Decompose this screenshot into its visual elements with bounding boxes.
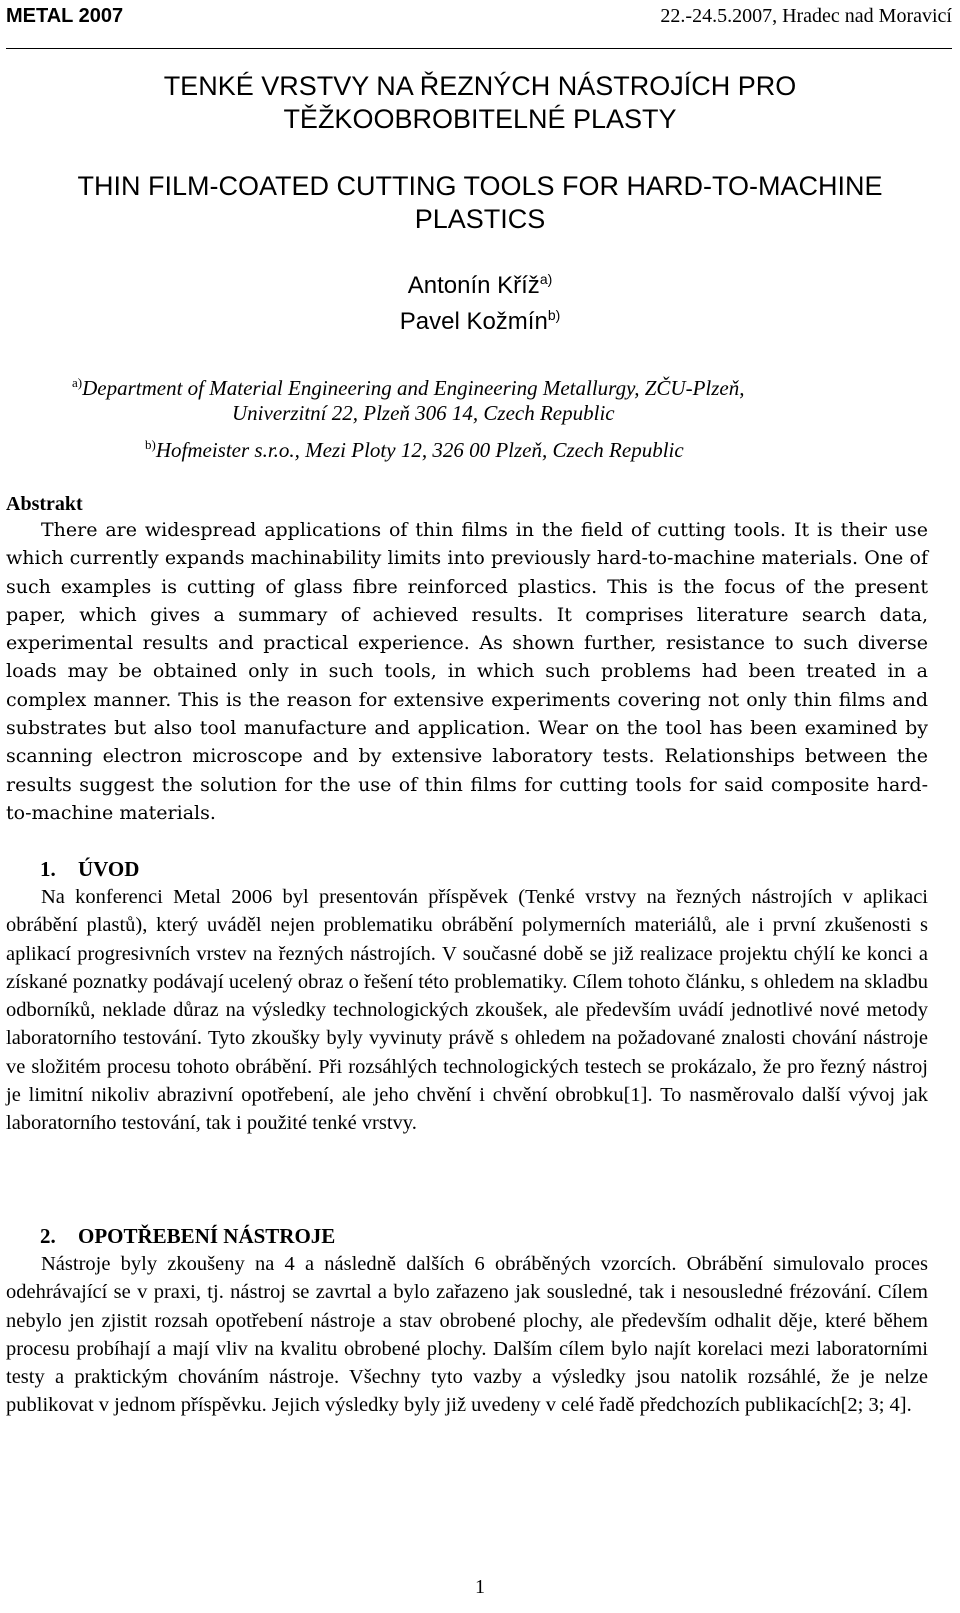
affiliation-b [145, 430, 940, 465]
header-rule [6, 48, 952, 49]
author-mark: a) [539, 271, 553, 287]
author-1 [0, 264, 960, 301]
affiliation-mark: a) [72, 375, 83, 390]
section-number: 1. [40, 857, 56, 881]
section-text: Na konferenci Metal 2006 byl presentován příspěvek (Tenké vrstvy na řezných nástrojích v aplikaci obrábění plastů), který uváděl nejen problematiku obrábění polymerních materiálů, ale i první zkušenosti s aplikací progresivních vrstev na řezných nástrojích. V současné době se již realizace projektu chýlí ke konci a získané poznatky podávají ucelený obraz o řešení této problematiky. Cílem tohoto článku, s ohledem na skladbu odborníků, neklade důraz na výsledky technologických zkoušek, ale především uvádí jednotlivé nové metody laboratorního testování. Tyto zkoušky byly vyvinuty právě s ohledem na požadované znalosti chování nástroje ve složitém procesu tohoto obrábění. Při rozsáhlých technologických testech se prokázalo, že pro řezný nástroj je limitní nikoliv abrazivní opotřebení, ale jeho chvění i chvění obrobku[1]. To nasměrovalo další vývoj jak laboratorního testování, tak i použité tenké vrstvy. [6, 886, 928, 1135]
abstract-body [6, 516, 928, 827]
affiliation-a-address [232, 398, 940, 428]
abstract-heading: Abstrakt [6, 493, 83, 515]
author-mark: b) [547, 307, 561, 323]
author-name: Antonín Kříž [407, 272, 540, 299]
section-body [6, 883, 928, 1138]
title-english-line: PLASTICS [414, 204, 546, 234]
section-body [6, 1250, 928, 1420]
section-title: OPOTŘEBENÍ NÁSTROJE [78, 1224, 336, 1248]
author-2 [0, 300, 960, 337]
conference-name: METAL 2007 [6, 5, 124, 27]
page-number: 1 [475, 1576, 485, 1598]
running-header [6, 4, 952, 28]
section-number: 2. [40, 1224, 56, 1248]
section-heading [40, 1222, 335, 1250]
section-title: ÚVOD [78, 857, 140, 881]
abstract-text: There are widespread applications of thin films in the field of cutting tools. It is their use which currently expands machinability limits into previously hard-to-machine materials. One of such examples is cutting of glass fibre reinforced plastics. This is the focus of the present paper, which gives a summary of achieved results. It comprises literature search data, experimental results and practical experience. As shown further, resistance to such diverse loads may be obtained only in such tools, in which such problems had been treated in a complex manner. This is the reason for extensive experiments covering not only thin films and substrates but also tool manufacture and application. Wear on the tool has been examined by scanning electron microscope and by extensive laboratory tests. Relationships between the results suggest the solution for the use of thin films for cutting tools for said composite hard-to-machine materials. [6, 519, 928, 824]
section-heading [40, 855, 139, 883]
title-czech [60, 70, 900, 136]
section-text: Nástroje byly zkoušeny na 4 a následně dalších 6 obráběných vzorcích. Obrábění simulovalo proces odehrávající se v praxi, tj. nástroj se zavrtal a bylo zařazeno jak sousledné, tak i nesousledné frézování. Cílem nebylo jen zjistit rozsah opotřebení nástroje a stav obrobené plochy, ale především odhalit děje, které během procesu probíhají a mají vliv na kvalitu obrobené plochy. Dalším cílem bylo najít korelaci mezi laboratorními testy a praktickým chováním nástroje. Všechny tyto vazby a výsledky jsou natolik rozsáhlé, že je nelze publikovat v jednom příspěvku. Jejich výsledky byly již uvedeny v celé řadě předchozích publikacích[2; 3; 4]. [6, 1253, 928, 1417]
title-czech-line: TENKÉ VRSTVY NA ŘEZNÝCH NÁSTROJÍCH PRO [163, 71, 797, 101]
affiliation-mark: b) [145, 437, 156, 452]
title-czech-line: TĚŽKOOBROBITELNÉ PLASTY [283, 104, 677, 134]
affiliation-text: Hofmeister s.r.o., Mezi Ploty 12, 326 00 Plzeň, Czech Republic [155, 438, 684, 462]
author-name: Pavel Kožmín [399, 308, 548, 335]
conference-date-place: 22.-24.5.2007, Hradec nad Moravicí [660, 5, 952, 27]
title-english-line: THIN FILM-COATED CUTTING TOOLS FOR HARD-TO-MACHINE [77, 171, 883, 201]
affiliation-text: Univerzitní 22, Plzeň 306 14, Czech Republic [232, 401, 615, 425]
title-english [60, 170, 900, 236]
affiliation-text: Department of Material Engineering and Engineering Metallurgy, ZČU-Plzeň, [82, 376, 745, 400]
